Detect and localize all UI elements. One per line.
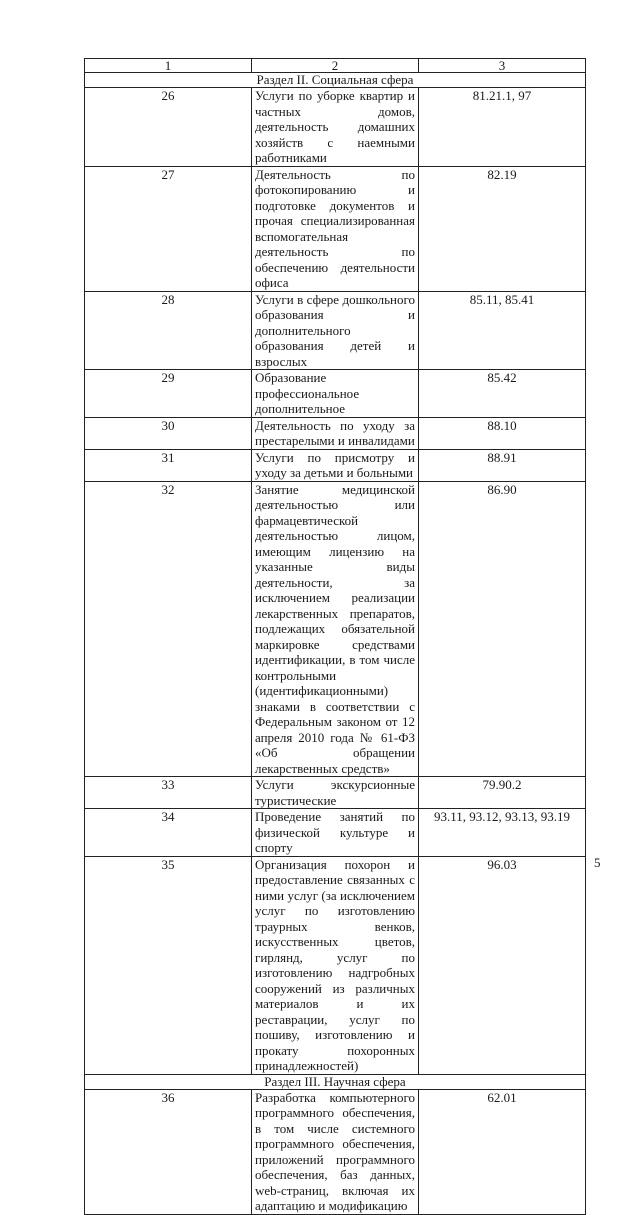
column-header-3: 3	[419, 59, 586, 73]
activity-description: Проведение занятий по физической культуре и спорту	[252, 809, 419, 857]
section-heading: Раздел III. Научная сфера	[85, 1074, 586, 1089]
row-number: 35	[85, 856, 252, 1074]
row-number: 27	[85, 166, 252, 291]
okved-code: 81.21.1, 97	[419, 88, 586, 167]
row-number: 31	[85, 449, 252, 481]
okved-code: 62.01	[419, 1089, 586, 1214]
row-number: 34	[85, 809, 252, 857]
table-row	[85, 166, 586, 291]
activity-description: Деятельность по фотокопированию и подготовке документов и прочая специализированная вспомогательная деятельность по обеспечению деятельности офиса	[252, 166, 419, 291]
table-row	[85, 417, 586, 449]
column-header-1: 1	[85, 59, 252, 73]
activity-description: Услуги по присмотру и уходу за детьми и больными	[252, 449, 419, 481]
section-heading-row	[85, 1074, 586, 1089]
okved-code: 82.19	[419, 166, 586, 291]
activity-description: Занятие медицинской деятельностью или фармацевтической деятельностью лицом, имеющим лицензию на указанные виды деятельности, за исключением реализации лекарственных препаратов, подлежащих обязательной маркировке средствами идентификации, в том числе контрольными (идентификационными) знаками в соответствии с Федеральным законом от 12 апреля 2010 года № 61-ФЗ «Об обращении лекарственных средств»	[252, 481, 419, 777]
activity-description: Деятельность по уходу за престарелыми и инвалидами	[252, 417, 419, 449]
okved-code: 88.10	[419, 417, 586, 449]
activity-description: Услуги экскурсионные туристические	[252, 777, 419, 809]
activity-description: Услуги по уборке квартир и частных домов, деятельность домашних хозяйств с наемными работниками	[252, 88, 419, 167]
column-header-row	[85, 59, 586, 73]
activity-description: Разработка компьютерного программного обеспечения, в том числе системного программного обеспечения, приложений программного обеспечения, баз данных, web-страниц, включая их адаптацию и модификацию	[252, 1089, 419, 1214]
okved-code: 86.90	[419, 481, 586, 777]
row-number: 26	[85, 88, 252, 167]
table-row	[85, 809, 586, 857]
okved-code: 79.90.2	[419, 777, 586, 809]
table-row	[85, 370, 586, 418]
okved-code: 93.11, 93.12, 93.13, 93.19	[419, 809, 586, 857]
section-heading-row	[85, 73, 586, 88]
activities-table	[84, 58, 586, 1215]
row-number: 28	[85, 291, 252, 370]
table-row	[85, 449, 586, 481]
row-number: 33	[85, 777, 252, 809]
table-row	[85, 1089, 586, 1214]
okved-code: 85.42	[419, 370, 586, 418]
section-heading: Раздел II. Социальная сфера	[85, 73, 586, 88]
row-number: 30	[85, 417, 252, 449]
page-number: 5	[594, 855, 601, 870]
column-header-2: 2	[252, 59, 419, 73]
table-row	[85, 856, 586, 1074]
okved-code: 96.03	[419, 856, 586, 1074]
table-row	[85, 777, 586, 809]
row-number: 36	[85, 1089, 252, 1214]
okved-code: 85.11, 85.41	[419, 291, 586, 370]
row-number: 32	[85, 481, 252, 777]
table-row	[85, 291, 586, 370]
row-number: 29	[85, 370, 252, 418]
table-row	[85, 481, 586, 777]
activity-description: Образование профессиональное дополнительное	[252, 370, 419, 418]
activity-description: Услуги в сфере дошкольного образования и дополнительного образования детей и взрослых	[252, 291, 419, 370]
activity-description: Организация похорон и предоставление связанных с ними услуг (за исключением услуг по изготовлению траурных венков, искусственных цветов, гирлянд, услуг по изготовлению надгробных сооружений из различных материалов и их реставрации, услуг по пошиву, изготовлению и прокату похоронных принадлежностей)	[252, 856, 419, 1074]
table-row	[85, 88, 586, 167]
okved-code: 88.91	[419, 449, 586, 481]
